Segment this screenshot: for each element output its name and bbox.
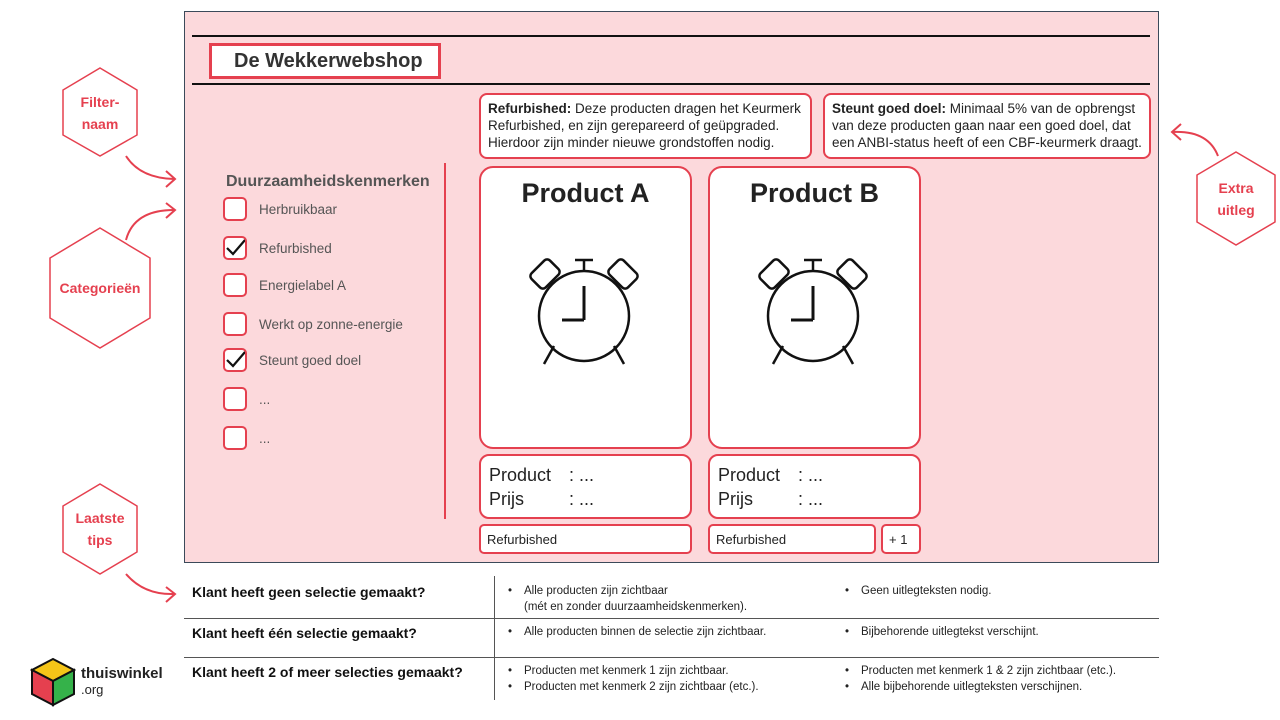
tip-text: Geen uitlegteksten nodig. <box>861 585 992 597</box>
annotation-line: Extra <box>1218 179 1254 196</box>
annotation-filter-name <box>63 90 137 135</box>
annotation-line: Laatste <box>75 510 125 526</box>
annotation-categories <box>50 258 150 318</box>
filter-option-label: ... <box>259 430 271 446</box>
price-label: Prijs <box>489 489 524 509</box>
tip-text: Alle producten binnen de selectie zijn zichtbaar. <box>524 626 767 638</box>
product-title: Product B <box>749 178 879 208</box>
filter-option-label: ... <box>259 391 271 407</box>
tips-row-1-col1: • Alle producten binnen de selectie zijn zichtbaar. <box>508 626 767 638</box>
tip-text: Producten met kenmerk 1 & 2 zijn zichtbaar (etc.). <box>861 665 1117 677</box>
arrow-filter-name <box>126 156 174 179</box>
product-extra-tag-b[interactable]: + 1 <box>881 524 921 554</box>
logo-name: thuiswinkel <box>81 665 163 682</box>
annotation-line: naam <box>81 115 119 132</box>
tips-row-2-col1: • Producten met kenmerk 1 zijn zichtbaar. • Producten met kenmerk 2 zijn zichtbaar (etc.). <box>508 665 759 693</box>
annotation-line: Categorieën <box>59 280 141 296</box>
tips-row-divider <box>184 618 1159 619</box>
tip-text: Bijbehorende uitlegtekst verschijnt. <box>861 626 1039 638</box>
tips-row-divider <box>184 657 1159 658</box>
logo-suffix: .org <box>81 682 104 697</box>
annotation-line: Filter- <box>80 93 120 110</box>
annotation-line: tips <box>87 532 113 548</box>
logo-text <box>81 666 163 698</box>
info-box-goed-doel-text: Minimaal 5% van de opbrengst van deze producten gaan naar een goed doel, dat een ANBI-status heeft of een CBF-keurmerk draagt. <box>832 101 1142 150</box>
filter-option-label: Steunt goed doel <box>259 352 362 368</box>
product-tag-a: Refurbished <box>479 524 692 554</box>
arrow-last-tips <box>126 574 174 594</box>
tips-row-label: Klant heeft één selectie gemaakt? <box>192 625 417 641</box>
shop-name[interactable]: De Wekkerwebshop <box>209 43 441 79</box>
price-label: Prijs <box>718 489 753 509</box>
product-tag-b: Refurbished <box>708 524 876 554</box>
info-box-refurbished-text: Deze producten dragen het Keurmerk Refurbished, en zijn gerepareerd of geüpgraded. Hierdoor zijn minder nieuwe grondstoffen nodig. <box>488 101 801 150</box>
info-box-goed-doel-title: Steunt goed doel: <box>832 101 946 116</box>
product-value: : ... <box>569 465 595 485</box>
filter-title: Duurzaamheidskenmerken <box>226 173 430 190</box>
tip-text: Producten met kenmerk 1 zijn zichtbaar. <box>524 665 729 677</box>
tip-text: Alle producten zijn zichtbaar <box>524 585 668 597</box>
info-box-refurbished-title: Refurbished: <box>488 101 572 116</box>
annotation-last-tips <box>63 506 137 552</box>
price-value: : ... <box>798 489 824 509</box>
product-value: : ... <box>798 465 824 485</box>
tips-row-2-col2: • Producten met kenmerk 1 & 2 zijn zichtbaar (etc.). • Alle bijbehorende uitlegteksten verschijnen. <box>845 665 1117 693</box>
arrow-extra-uitleg <box>1172 132 1218 156</box>
annotation-line: uitleg <box>1217 201 1255 218</box>
filter-option-label: Refurbished <box>259 240 332 256</box>
tips-row-label: Klant heeft 2 of meer selecties gemaakt? <box>192 664 463 680</box>
tips-row-1-col2: • Bijbehorende uitlegtekst verschijnt. <box>845 626 1039 638</box>
annotation-extra-uitleg <box>1197 175 1275 222</box>
filter-option-label: Herbruikbaar <box>259 201 338 217</box>
tip-text: (mét en zonder duurzaamheidskenmerken). <box>524 601 748 613</box>
product-label: Product <box>718 465 781 485</box>
product-label: Product <box>489 465 552 485</box>
tips-column-divider <box>494 576 495 700</box>
filter-option-label: Werkt op zonne-energie <box>259 316 403 332</box>
tip-text: Alle bijbehorende uitlegteksten verschijnen. <box>861 681 1083 693</box>
arrow-categories <box>126 210 174 240</box>
filter-option-label: Energielabel A <box>259 277 347 293</box>
tip-text: Producten met kenmerk 2 zijn zichtbaar (etc.). <box>524 681 759 693</box>
tips-row-label: Klant heeft geen selectie gemaakt? <box>192 584 426 600</box>
product-title: Product A <box>521 178 650 208</box>
thuiswinkel-cube-icon <box>30 657 76 707</box>
tips-row-0-col1: • Alle producten zijn zichtbaar (mét en zonder duurzaamheidskenmerken). <box>508 585 748 613</box>
price-value: : ... <box>569 489 595 509</box>
tips-row-0-col2: • Geen uitlegteksten nodig. <box>845 585 992 597</box>
